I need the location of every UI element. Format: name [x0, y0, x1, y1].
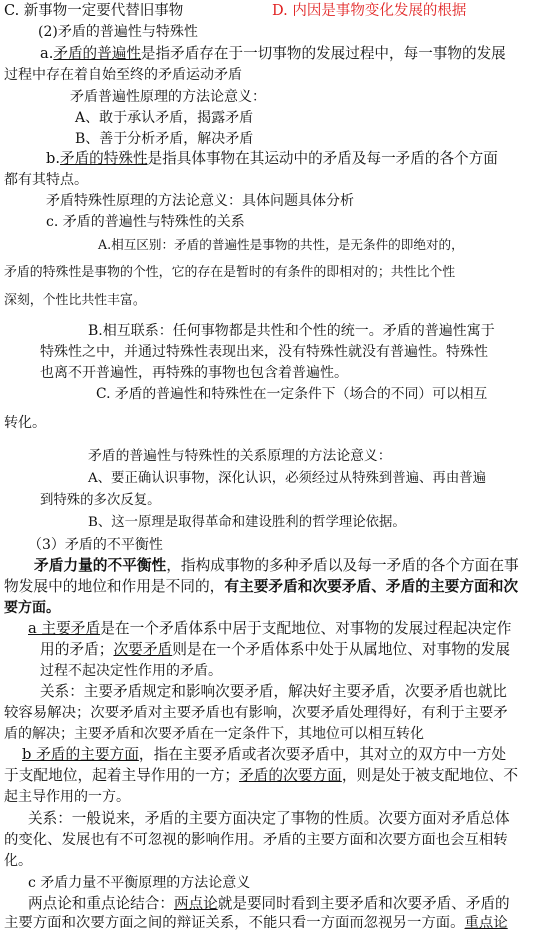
subheading: c. 矛盾的普遍性与特殊性的关系: [46, 214, 245, 230]
para-line: 于支配地位，起着主导作用的一方；矛盾的次要方面，则是处于被支配地位、不: [4, 767, 519, 784]
para-line: 过程不起决定性作用的矛盾。: [40, 663, 222, 679]
para-line: 都有其特点。: [4, 172, 88, 188]
option-d: D. 内因是事物变化发展的根据: [272, 3, 467, 19]
para-line: A.相互区别：矛盾的普遍性是事物的共性，是无条件的即绝对的，: [98, 237, 464, 252]
para-line: 深刻，个性比共性丰富。: [4, 293, 146, 308]
para-line: 矛盾的普遍性与特殊性的关系原理的方法论意义：: [88, 448, 392, 464]
subheading: c 矛盾力量不平衡原理的方法论意义: [28, 875, 251, 891]
para-line: 特殊性之中，并通过特殊性表现出来，没有特殊性就没有普遍性。特殊性: [40, 344, 488, 360]
para-line: 也离不开普遍性，再特殊的事物也包含着普遍性。: [40, 365, 348, 381]
para-line: 起主导作用的一方。: [4, 789, 130, 805]
para-line: 的变化、发展也有不可忽视的影响作用。矛盾的主要方面和次要方面也会互相转: [4, 832, 508, 848]
option-c: C. 新事物一定要代替旧事物: [4, 3, 184, 19]
para-line: a.矛盾的普遍性是指矛盾存在于一切事物的发展过程中，每一事物的发展: [40, 45, 506, 62]
list-item: 到特殊的多次反复。: [40, 493, 161, 508]
para-line: 较容易解决；次要矛盾对主要矛盾也有影响，次要矛盾处理得好，有利于主要矛: [4, 705, 508, 721]
para-line: 转化。: [4, 415, 46, 431]
para-line: 盾的解决；主要矛盾和次要矛盾在一定条件下，其地位可以相互转化: [4, 726, 424, 742]
para-line: 关系：一般说来，矛盾的主要方面决定了事物的性质。次要方面对矛盾总体: [28, 810, 510, 827]
list-item: A、要正确认识事物，深化认识，必须经过从特殊到普遍、再由普遍: [88, 471, 486, 486]
para-line: 用的矛盾；次要矛盾则是在一个矛盾体系中处于从属地位、对事物的发展: [40, 641, 511, 658]
para-line: B.相互联系：任何事物都是共性和个性的统一。矛盾的普遍性寓于: [88, 323, 495, 339]
para-line: 化。: [4, 853, 32, 869]
para-line: 两点论和重点论结合：两点论就是要同时看到主要矛盾和次要矛盾、矛盾的: [28, 895, 510, 912]
para-line: 矛盾的特殊性是事物的个性，它的存在是暂时的有条件的即相对的；共性比个性: [4, 265, 456, 280]
para-line: b.矛盾的特殊性是指具体事物在其运动中的矛盾及每一矛盾的各个方面: [46, 150, 498, 167]
list-item: A、敢于承认矛盾，揭露矛盾: [75, 110, 254, 126]
para-line: 矛盾普遍性原理的方法论意义：: [70, 89, 266, 105]
para-line: a 主要矛盾是在一个矛盾体系中居于支配地位、对事物的发展过程起决定作: [28, 620, 512, 637]
para-line: 矛盾特殊性原理的方法论意义：具体问题具体分析: [46, 193, 354, 209]
para-line: C. 矛盾的普遍性和特殊性在一定条件下（场合的不同）可以相互: [96, 386, 488, 402]
para-line: 过程中存在着自始至终的矛盾运动矛盾: [4, 67, 242, 83]
para-line: b 矛盾的主要方面，指在主要矛盾或者次要矛盾中，其对立的双方中一方处: [22, 746, 507, 763]
section-heading-2: (2)矛盾的普遍性与特殊性: [38, 24, 198, 40]
list-item: B、这一原理是取得革命和建设胜利的哲学理论依据。: [88, 515, 406, 530]
para-line: 物发展中的地位和作用是不同的，有主要矛盾和次要矛盾、矛盾的主要方面和次: [4, 578, 519, 595]
section-heading-3: （3）矛盾的不平衡性: [28, 537, 163, 553]
para-line: 关系：主要矛盾规定和影响次要矛盾，解决好主要矛盾，次要矛盾也就比: [40, 683, 508, 700]
para-line: 要方面。: [4, 600, 60, 616]
para-line: 矛盾力量的不平衡性，指构成事物的多种矛盾以及每一矛盾的各个方面在事: [34, 557, 519, 574]
para-line: 主要方面和次要方面之间的辩证关系，不能只看一方面而忽视另一方面。重点论: [4, 915, 508, 931]
list-item: B、善于分析矛盾，解决矛盾: [75, 131, 254, 147]
